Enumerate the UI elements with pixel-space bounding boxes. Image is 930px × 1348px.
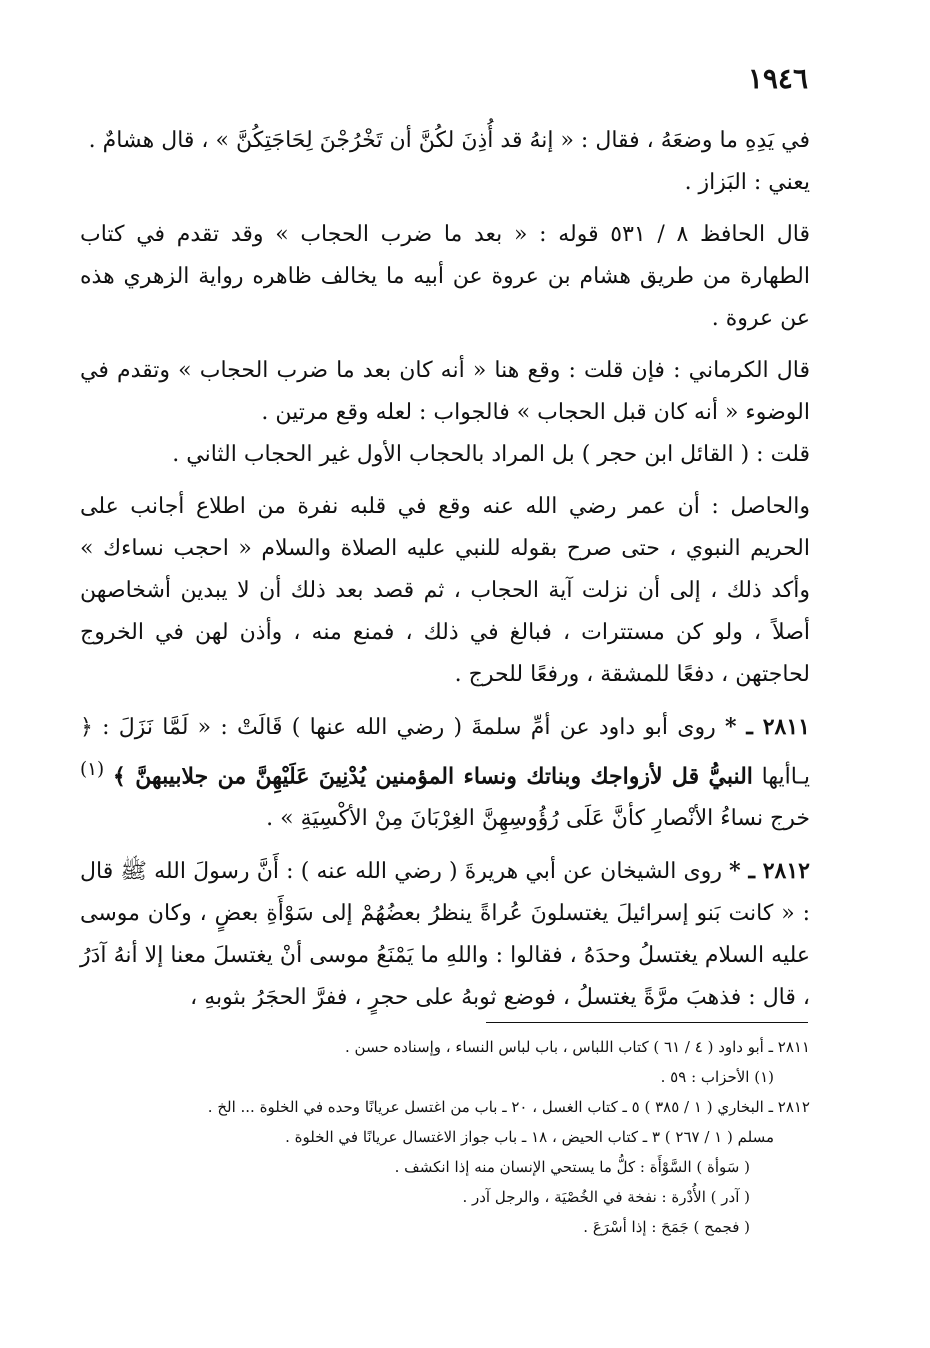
footnote-1: (١) الأحزاب : ٥٩ .: [660, 1068, 774, 1086]
footnote-ref: (١): [80, 759, 105, 780]
gloss-adar: ( آدر ) الأُدْرة : نفخة في الخُصْيَة ، والرجل آدر .: [462, 1188, 750, 1206]
hadith-text: خرج نساءُ الأنْصارِ كأنَّ عَلَى رُؤُوسِهِنَّ الغِرْبَانَ مِنْ الأكْسِيَةِ » .: [266, 806, 810, 832]
main-text: [80, 120, 810, 1019]
footnote-2812: ٢٨١٢ ـ البخاري ( ١ / ٣٨٥ ) ٥ ـ كتاب الغسل ، ٢٠ ـ باب من اغتسل عريانًا وحده في الخلوة ... الخ .: [207, 1098, 810, 1116]
footnote-2811: ٢٨١١ ـ أبو داود ( ٤ / ٦١ ) كتاب اللباس ، باب لباس النساء ، وإسناده حسن .: [345, 1038, 810, 1056]
footnote-muslim: مسلم ( ١ / ٢٦٧ ) ٣ ـ كتاب الحيض ، ١٨ ـ باب جواز الاغتسال عريانًا في الخلوة .: [285, 1128, 774, 1146]
paragraph-1-line-1: في يَدِهِ ما وضعَهُ ، فقال : « إنهُ قد أُذِنَ لكُنَّ أن تَخْرُجْنَ لِحَاجَتِكُنَّ » ، قال هشامٌ .: [88, 128, 810, 153]
paragraph-kirmani: قال الكرماني : فإن قلت : وقع هنا « أنه كان بعد ما ضرب الحجاب » وتقدم في الوضوء « أنه كان قبل الحجاب » فالجواب : لعله وقع مرتين .: [80, 358, 810, 425]
hadith-intro: روى أبو داود عن أمِّ سلمةَ ( رضي الله عنها ) قَالَتْ : « لَمَّا نَزَلَ : ﴿ يـاأيها: [80, 715, 810, 790]
paragraph-hafiz: قال الحافظ ٨ / ٥٣١ قوله : « بعد ما ضرب الحجاب » وقد تقدم في كتاب الطهارة من طريق هشام بن عروة عن أبيه ما يخالف ظاهره رواية الزهري هذه عن عروة .: [80, 222, 810, 331]
hadith-number: ٢٨١٢ ـ *: [729, 858, 810, 885]
footnotes: [160, 1032, 810, 1242]
quran-ayah: النبيُّ قل لأزواجك وبناتك ونساء المؤمنين يُدْنِينَ عَلَيْهِنَّ من جلابيبهنَّ ﴾: [112, 763, 753, 790]
hadith-text: روى الشيخان عن أبي هريرةَ ( رضي الله عنه ) : أَنَّ رسولَ الله ﷺ قال : « كانت بَنو إسرائيلَ يغتسلونَ عُراةً ينظرُ بعضُهُمْ إلى سَوْأَةِ بعضٍ ، وكان موسى عليه السلام يغتسلُ وحدَهُ ، فقالوا : واللهِ ما يَمْنَعُ موسى أنْ يغتسلَ معنا إلا أنهُ آدَرُ ، قال : فذهبَ مرَّةً يغتسلُ ، فوضع ثوبهُ على حجرٍ ، ففرَّ الحجَرُ بثوبهِ ،: [80, 859, 810, 1011]
hadith-number: ٢٨١١ ـ *: [724, 714, 810, 740]
paragraph-hasil: والحاصل : أن عمر رضي الله عنه وقع في قلبه نفرة من اطلاع أجانب على الحريم النبوي ، حتى صرح بقوله للنبي عليه الصلاة والسلام « احجب نساءك » وأكد ذلك ، إلى أن نزلت آية الحجاب ، ثم قصد بعد ذلك أن لا يبدين أشخاصهن أصلاً ، ولو كن مستترات ، فبالغ في ذلك ، فمنع منه ، وأذن لهن في الخروج لحاجتهن ، دفعًا للمشقة ، ورفعًا للحرج .: [80, 494, 810, 687]
paragraph-qultu: قلت : ( القائل ابن حجر ) بل المراد بالحجاب الأول غير الحجاب الثاني .: [172, 442, 810, 467]
hadith-2812: [80, 850, 810, 1019]
gloss-jamah: ( فجمح ) جَمَحَ : إذا أسْرَعَ .: [583, 1218, 750, 1236]
hadith-2811: [80, 706, 810, 840]
footnote-divider: [486, 1022, 808, 1023]
gloss-sawa: ( سَوأة ) السَّوْأَة : كلُّ ما يستحي الإنسان منه إذا انكشف .: [394, 1158, 750, 1176]
paragraph-1-line-2: يعني : البَزاز .: [684, 170, 810, 195]
page-number: ١٩٤٦: [747, 62, 808, 95]
